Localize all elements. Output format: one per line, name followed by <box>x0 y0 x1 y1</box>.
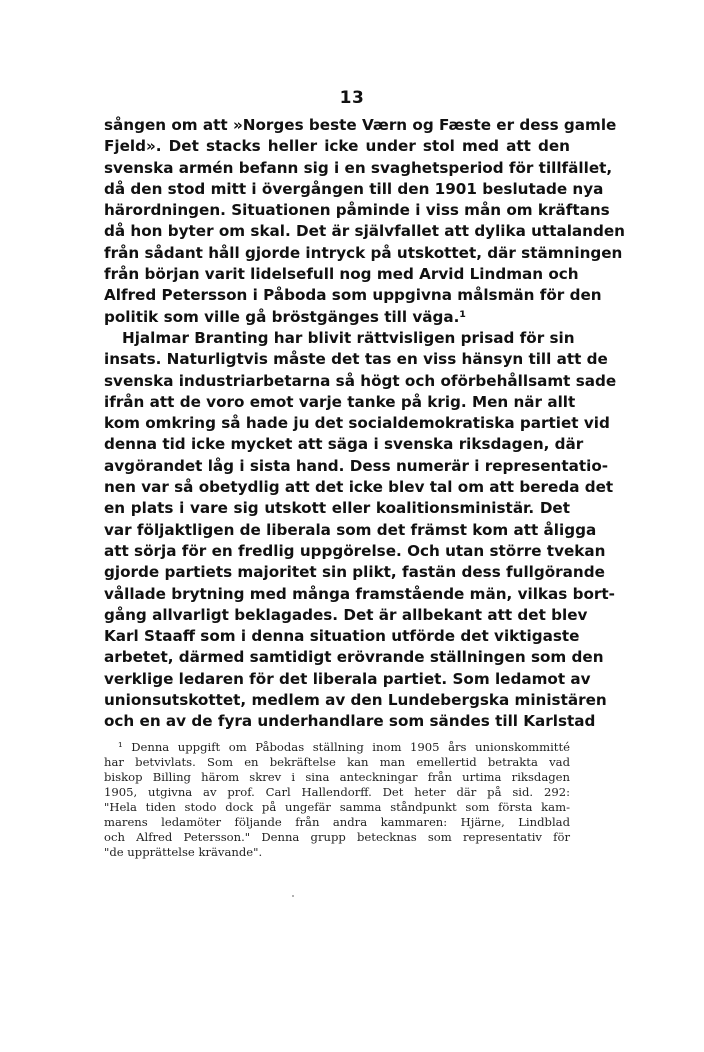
text-line: Fjeld». Det stacks heller icke under stol med att den <box>104 137 570 156</box>
text-line: verklige ledaren för det liberala partiet. Som ledamot av <box>104 669 591 688</box>
text-line: Alfred Petersson i Påboda som uppgivna målsmän för den <box>104 286 602 305</box>
text-line: arbetet, därmed samtidigt erövrande ställningen som den <box>104 648 604 667</box>
text-line: politik som ville gå bröstgänges till väga.¹ <box>104 307 467 326</box>
text-line: och en av de fyra underhandlare som sändes till Karlstad <box>104 712 596 731</box>
text-line: var följaktligen de liberala som det främst kom att åligga <box>104 520 597 539</box>
text-line: kom omkring så hade ju det socialdemokratiska partiet vid <box>104 414 610 433</box>
print-speck <box>292 895 294 897</box>
footnote-line: biskop Billing härom skrev i sina anteckningar från urtima riksdagen <box>104 770 570 784</box>
text-line: unionsutskottet, medlem av den Lundebergska ministären <box>104 691 607 710</box>
text-line: denna tid icke mycket att säga i svenska riksdagen, där <box>104 435 584 454</box>
text-line: Karl Staaff som i denna situation utförde det viktigaste <box>104 627 580 646</box>
text-line: sången om att »Norges beste Værn og Fæste er dess gamle <box>104 116 617 134</box>
text-line: en plats i vare sig utskott eller koalitionsministär. Det <box>104 499 570 518</box>
footnote-line: marens ledamöter följande från andra kammaren: Hjärne, Lindblad <box>104 815 570 829</box>
footnote-line: "de upprättelse krävande". <box>104 845 263 859</box>
footnote-line: har betvivlats. Som en bekräftelse kan man emellertid betrakta vad <box>104 755 570 769</box>
text-line: från början varit lidelsefull nog med Arvid Lindman och <box>104 265 579 284</box>
text-line: nen var så obetydlig att det icke blev tal om att bereda det <box>104 478 614 497</box>
body-text <box>104 115 625 733</box>
text-line: från sådant håll gjorde intryck på utskottet, där stämningen <box>104 243 623 262</box>
footnote-line: och Alfred Petersson." Denna grupp betecknas som representativ för <box>104 830 570 844</box>
footnote-line: ¹ Denna uppgift om Påbodas ställning inom 1905 års unionskommitté <box>118 740 570 754</box>
text-line: härordningen. Situationen påminde i viss mån om kräftans <box>104 201 610 220</box>
text-line: svenska industriarbetarna så högt och oförbehållsamt sade <box>104 371 617 390</box>
text-line: gjorde partiets majoritet sin plikt, fastän dess fullgörande <box>104 563 605 582</box>
footnote-line: 1905, utgivna av prof. Carl Hallendorff. Det heter där på sid. 292: <box>104 785 570 799</box>
text-line: att sörja för en fredlig uppgörelse. Och utan större tvekan <box>104 541 606 560</box>
text-line: då hon byter om skal. Det är självfallet att dylika uttalanden <box>104 222 625 241</box>
text-line: Hjalmar Branting har blivit rättvisligen prisad för sin <box>122 328 575 347</box>
text-line: gång allvarligt beklagades. Det är allbekant att det blev <box>104 605 588 624</box>
text-line: ifrån att de voro emot varje tanke på krig. Men när allt <box>104 392 576 411</box>
page-number: 13 <box>339 88 365 108</box>
text-line: då den stod mitt i övergången till den 1901 beslutade nya <box>104 179 604 198</box>
text-line: avgörandet låg i sista hand. Dess numerär i representatio- <box>104 456 609 475</box>
footnote-line: "Hela tiden stodo dock på ungefär samma ståndpunkt som första kam- <box>104 800 570 814</box>
text-line: vållade brytning med många framstående män, vilkas bort- <box>104 584 615 603</box>
footnote <box>104 740 570 860</box>
text-line: svenska armén befann sig i en svaghetsperiod för tillfället, <box>104 158 613 177</box>
text-line: insats. Naturligtvis måste det tas en viss hänsyn till att de <box>104 350 608 369</box>
